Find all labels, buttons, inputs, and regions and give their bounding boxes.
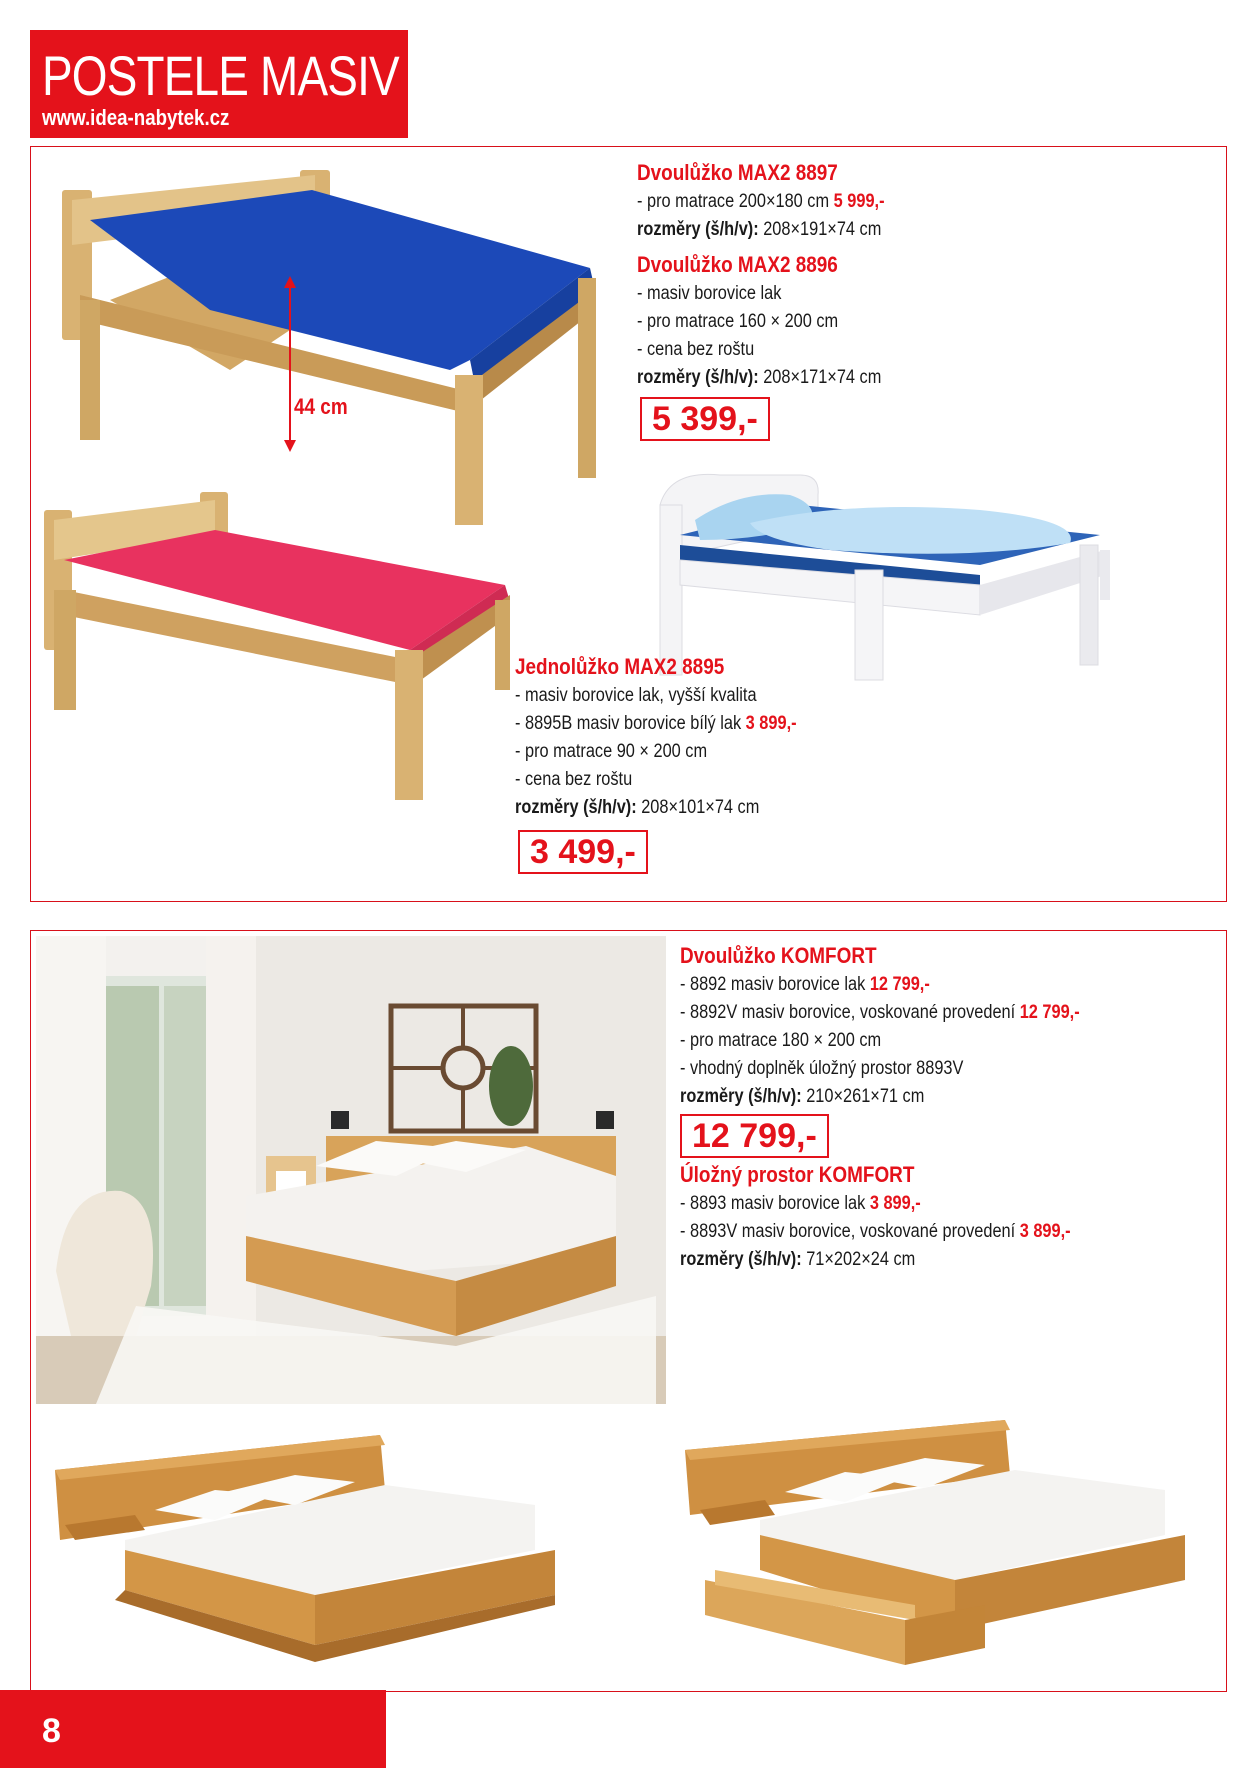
price-tag-max2-8895: 3 499,- (518, 830, 648, 874)
dimensions-value: 71×202×24 cm (806, 1249, 916, 1270)
page-number: 8 (42, 1712, 61, 1750)
product-title: Jednolůžko MAX2 8895 (515, 654, 725, 679)
dimensions-value: 208×191×74 cm (763, 219, 882, 240)
komfort-bed-image (55, 1430, 615, 1675)
dimensions-value: 208×171×74 cm (763, 367, 882, 388)
variant-price: 12 799,- (869, 974, 930, 995)
variant-line: - 8893V masiv borovice, voskované provedení (680, 1221, 1016, 1242)
feature-line: - pro matrace 90 × 200 cm (515, 741, 708, 762)
product-title: Dvoulůžko MAX2 8896 (637, 252, 838, 277)
feature-line: - cena bez roštu (637, 339, 755, 360)
komfort-bed-with-storage-image (685, 1420, 1225, 1685)
page-title: POSTELE MASIV (42, 44, 399, 107)
product-price: 5 999,- (833, 191, 885, 212)
variant-line: - 8892 masiv borovice lak (680, 974, 866, 995)
footer-bar (0, 1690, 386, 1768)
feature-line: - vhodný doplněk úložný prostor 8893V (680, 1058, 964, 1079)
feature-line: - masiv borovice lak (637, 283, 782, 304)
product-info-max2-8896 (637, 250, 921, 392)
dimensions-value: 210×261×71 cm (806, 1086, 925, 1107)
website-url[interactable]: www.idea-nabytek.cz (42, 105, 230, 130)
max2-single-bed-pink-image (40, 490, 510, 810)
product-title: Dvoulůžko KOMFORT (680, 943, 877, 968)
mattress-size: - pro matrace 200×180 cm (637, 191, 830, 212)
product-title: Dvoulůžko MAX2 8897 (637, 160, 838, 185)
dimensions-label: rozměry (š/h/v): (515, 797, 637, 818)
variant-price: 3 899,- (745, 713, 797, 734)
max2-double-bed-image (50, 160, 630, 525)
price-tag-max2-8896: 5 399,- (640, 397, 770, 441)
product-info-storage (680, 1160, 1134, 1274)
feature-line: - pro matrace 160 × 200 cm (637, 311, 839, 332)
product-info-max2-8897 (637, 158, 925, 244)
variant-line: - 8893 masiv borovice lak (680, 1193, 866, 1214)
product-info-max2-8895 (515, 652, 842, 822)
height-dimension-label: 44 cm (294, 394, 348, 419)
variant-price: 12 799,- (1019, 1002, 1080, 1023)
product-title: Úložný prostor KOMFORT (680, 1162, 915, 1187)
header-banner (30, 30, 408, 138)
price-tag-komfort: 12 799,- (680, 1114, 829, 1158)
dimensions-label: rozměry (š/h/v): (680, 1249, 802, 1270)
dimensions-value: 208×101×74 cm (641, 797, 760, 818)
variant-price: 3 899,- (869, 1193, 921, 1214)
product-info-komfort (680, 941, 1145, 1111)
feature-line: - pro matrace 180 × 200 cm (680, 1030, 882, 1051)
dimensions-label: rozměry (š/h/v): (637, 219, 759, 240)
komfort-bedroom-photo (36, 936, 666, 1404)
feature-line: - 8895B masiv borovice bílý lak (515, 713, 742, 734)
dimensions-label: rozměry (š/h/v): (637, 367, 759, 388)
dimensions-label: rozměry (š/h/v): (680, 1086, 802, 1107)
feature-line: - cena bez roštu (515, 769, 633, 790)
variant-price: 3 899,- (1019, 1221, 1071, 1242)
feature-line: - masiv borovice lak, vyšší kvalita (515, 685, 757, 706)
variant-line: - 8892V masiv borovice, voskované provedení (680, 1002, 1016, 1023)
